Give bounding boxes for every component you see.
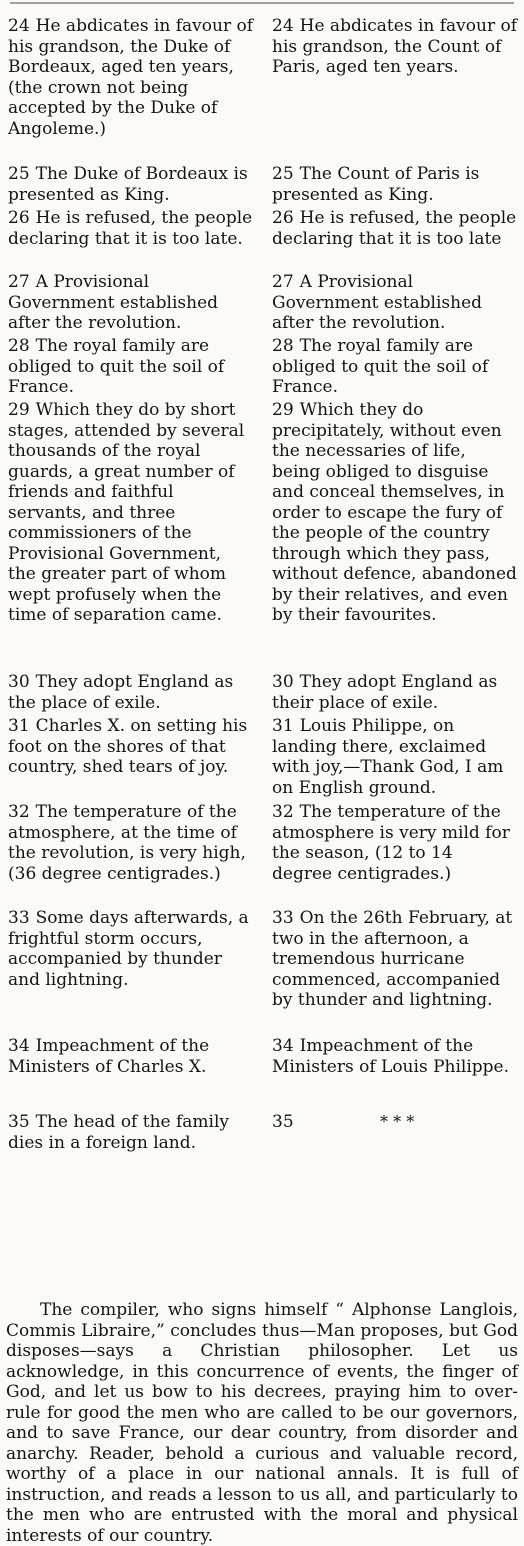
right-entry	[272, 802, 518, 908]
left-entry	[8, 16, 254, 164]
entry-number: 32	[272, 802, 294, 822]
comparison-row	[0, 908, 524, 1036]
entry-number: 33	[272, 908, 294, 928]
entry-number: 24	[272, 16, 294, 36]
entry-text: Impeachment of the Ministers of Charles X.	[8, 1036, 210, 1077]
entry-number: 27	[8, 272, 30, 292]
entry-text: Louis Philippe, on landing there, exclaimed with joy,—Thank God, I am on English ground.	[272, 716, 504, 798]
right-entry	[272, 1112, 518, 1156]
entry-number: 35	[8, 1112, 30, 1132]
entry-text: He abdicates in favour of his grandson, the Count of Paris, aged ten years.	[272, 16, 518, 77]
entry-text: Charles X. on setting his foot on the shores of that country, shed tears of joy.	[8, 716, 248, 777]
entry-number: 26	[8, 208, 30, 228]
comparison-table	[0, 16, 524, 1156]
entry-number: 28	[272, 336, 294, 356]
entry-number: 32	[8, 802, 30, 822]
entry-text: A Provisional Government established after the revolution.	[8, 272, 219, 333]
top-rule	[10, 2, 514, 4]
entry-number: 29	[8, 400, 30, 420]
comparison-row	[0, 336, 524, 400]
left-entry	[8, 208, 254, 272]
comparison-row	[0, 208, 524, 272]
right-entry	[272, 16, 518, 164]
right-entry	[272, 164, 518, 208]
right-entry	[272, 716, 518, 802]
comparison-row	[0, 672, 524, 716]
entry-number: 35	[272, 1112, 294, 1132]
compiler-paragraph: The compiler, who signs himself “ Alphonse Langlois, Commis Libraire,” concludes thus—Man proposes, but God disposes—says a Christian philosopher. Let us acknowledge, in this concurrence of events, the finger of God, and let us bow to his decrees, praying him to over-rule for good the men who are called to be our governors, and to save France, our dear country, from disorder and anarchy. Reader, behold a curious and valuable record, worthy of a place in our national annals. It is full of instruction, and reads a lesson to us all, and particularly to the men who are entrusted with the moral and physical interests of our country.	[6, 1300, 518, 1546]
entry-text: They adopt England as the place of exile.	[8, 672, 234, 713]
right-entry	[272, 1036, 518, 1112]
entry-number: 26	[272, 208, 294, 228]
entry-text: On the 26th February, at two in the afternoon, a tremendous hurricane commenced, accompanied by thunder and lightning.	[272, 908, 513, 1010]
left-entry	[8, 1036, 254, 1112]
entry-text: The royal family are obliged to quit the soil of France.	[8, 336, 225, 397]
entry-text: A Provisional Government established after the revolution.	[272, 272, 483, 333]
comparison-row	[0, 272, 524, 336]
left-entry	[8, 716, 254, 802]
entry-number: 31	[272, 716, 294, 736]
left-entry	[8, 672, 254, 716]
left-entry	[8, 164, 254, 208]
comparison-row	[0, 16, 524, 164]
entry-number: 25	[8, 164, 30, 184]
entry-text: The head of the family dies in a foreign land.	[8, 1112, 230, 1153]
entry-text: He is refused, the people declaring that it is too late	[272, 208, 517, 249]
comparison-row	[0, 1112, 524, 1156]
entry-text: The royal family are obliged to quit the soil of France.	[272, 336, 489, 397]
left-entry	[8, 336, 254, 400]
entry-number: 34	[8, 1036, 30, 1056]
entry-number: 30	[8, 672, 30, 692]
right-entry	[272, 672, 518, 716]
entry-text: The temperature of the atmosphere, at the time of the revolution, is very high, (36 degree centigrades.)	[8, 802, 246, 884]
comparison-row	[0, 716, 524, 802]
left-entry	[8, 802, 254, 908]
left-entry	[8, 908, 254, 1036]
entry-number: 24	[8, 16, 30, 36]
right-entry	[272, 400, 518, 672]
entry-number: 25	[272, 164, 294, 184]
entry-text: Impeachment of the Ministers of Louis Philippe.	[272, 1036, 509, 1077]
entry-text: They adopt England as their place of exile.	[272, 672, 498, 713]
entry-text: Which they do by short stages, attended by several thousands of the royal guards, a great number of friends and faithful servants, and three commissioners of the Provisional Government, the greater part of whom wept profusely when the time of separation came.	[8, 400, 245, 625]
entry-text: The temperature of the atmosphere is very mild for the season, (12 to 14 degree centigrades.)	[272, 802, 510, 884]
entry-text: The Duke of Bordeaux is presented as King.	[8, 164, 248, 205]
right-entry	[272, 908, 518, 1036]
entry-number: 34	[272, 1036, 294, 1056]
entry-number: 30	[272, 672, 294, 692]
entry-text: The Count of Paris is presented as King.	[272, 164, 480, 205]
entry-text: He abdicates in favour of his grandson, the Duke of Bordeaux, aged ten years, (the crown not being accepted by the Duke of Angoleme.)	[8, 16, 254, 139]
comparison-row	[0, 400, 524, 672]
left-entry	[8, 272, 254, 336]
entry-text: Which they do precipitately, without even the necessaries of life, being obliged to disguise and conceal themselves, in order to escape the fury of the people of the country through which they pass, without defence, abandoned by their relatives, and even by their favourites.	[272, 400, 517, 625]
entry-text: He is refused, the people declaring that it is too late.	[8, 208, 253, 249]
right-entry	[272, 208, 518, 272]
right-entry	[272, 336, 518, 400]
comparison-row	[0, 164, 524, 208]
entry-number: 31	[8, 716, 30, 736]
entry-number: 28	[8, 336, 30, 356]
entry-number: 27	[272, 272, 294, 292]
comparison-row	[0, 802, 524, 908]
entry-number: 29	[272, 400, 294, 420]
entry-text: Some days afterwards, a frightful storm occurs, accompanied by thunder and lightning.	[8, 908, 249, 990]
left-entry	[8, 400, 254, 672]
comparison-row	[0, 1036, 524, 1112]
left-entry	[8, 1112, 254, 1156]
asterism: * * *	[380, 1112, 415, 1131]
entry-number: 33	[8, 908, 30, 928]
right-entry	[272, 272, 518, 336]
